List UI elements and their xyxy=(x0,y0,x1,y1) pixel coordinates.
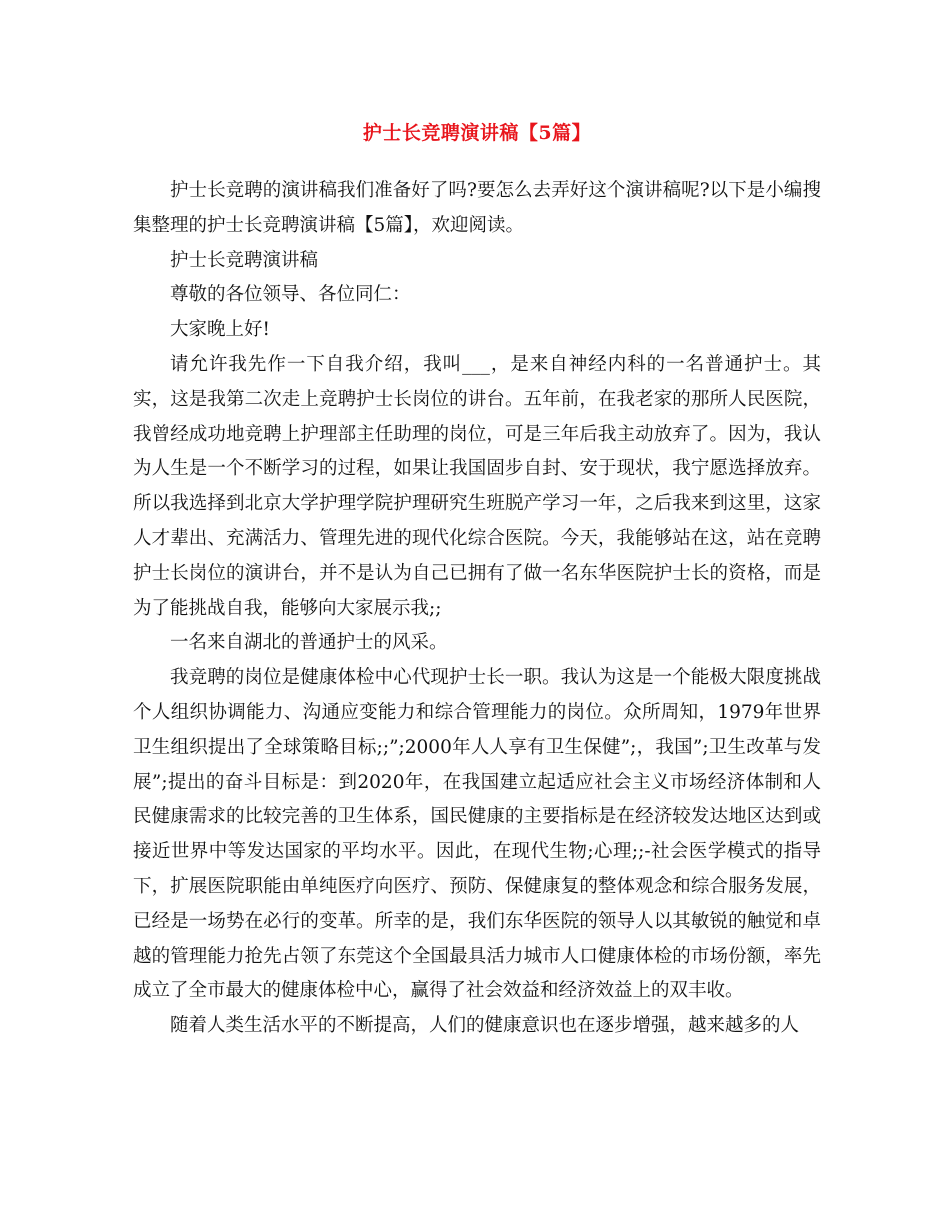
section-heading: 护士长竞聘演讲稿 xyxy=(170,249,319,271)
document-page xyxy=(133,118,821,1044)
intro-paragraph: 护士长竞聘的演讲稿我们准备好了吗?要怎么去弄好这个演讲稿呢?以下是小编搜集整理的护士长竞聘演讲稿【5篇】，欢迎阅读。 xyxy=(133,180,821,236)
closing-partial-paragraph: 随着人类生活水平的不断提高，人们的健康意识也在逐步增强，越来越多的人 xyxy=(170,1015,800,1037)
continuation-line: 一名来自湖北的普通护士的风采。 xyxy=(170,632,448,654)
self-introduction-paragraph: 请允许我先作一下自我介绍，我叫___，是来自神经内科的一名普通护士。其实，这是我第二次走上竞聘护士长岗位的讲台。五年前，在我老家的那所人民医院，我曾经成功地竞聘上护理部主任助理的岗位，可是三年后我主动放弃了。因为，我认为人生是一个不断学习的过程，如果让我国固步自封、安于现状，我宁愿选择放弃。所以我选择到北京大学护理学院护理研究生班脱产学习一年，之后我来到这里，这家人才辈出、充满活力、管理先进的现代化综合医院。今天，我能够站在这，站在竞聘护士长岗位的演讲台，并不是认为自己已拥有了做一名东华医院护士长的资格，而是为了能挑战自我，能够向大家展示我;; xyxy=(133,353,821,619)
position-paragraph: 我竞聘的岗位是健康体检中心代现护士长一职。我认为这是一个能极大限度挑战个人组织协调能力、沟通应变能力和综合管理能力的岗位。众所周知，1979年世界卫生组织提出了全球策略目标;;”;2000年人人享有卫生保健”;，我国”;卫生改革与发展”;提出的奋斗目标是：到2020年，在我国建立起适应社会主义市场经济体制和人民健康需求的比较完善的卫生体系，国民健康的主要指标是在经济较发达地区达到或接近世界中等发达国家的平均水平。因此，在现代生物;心理;;-社会医学模式的指导下，扩展医院职能由单纯医疗向医疗、预防、保健康复的整体观念和综合服务发展，已经是一场势在必行的变革。所幸的是，我们东华医院的领导人以其敏锐的触觉和卓越的管理能力抢先占领了东莞这个全国最具活力城市人口健康体检的市场份额，率先成立了全市最大的健康体检中心，赢得了社会效益和经济效益上的双丰收。 xyxy=(133,667,821,1002)
salutation: 尊敬的各位领导、各位同仁： xyxy=(170,284,411,306)
document-title: 护士长竞聘演讲稿【5篇】 xyxy=(362,122,592,144)
greeting: 大家晚上好! xyxy=(170,319,270,341)
